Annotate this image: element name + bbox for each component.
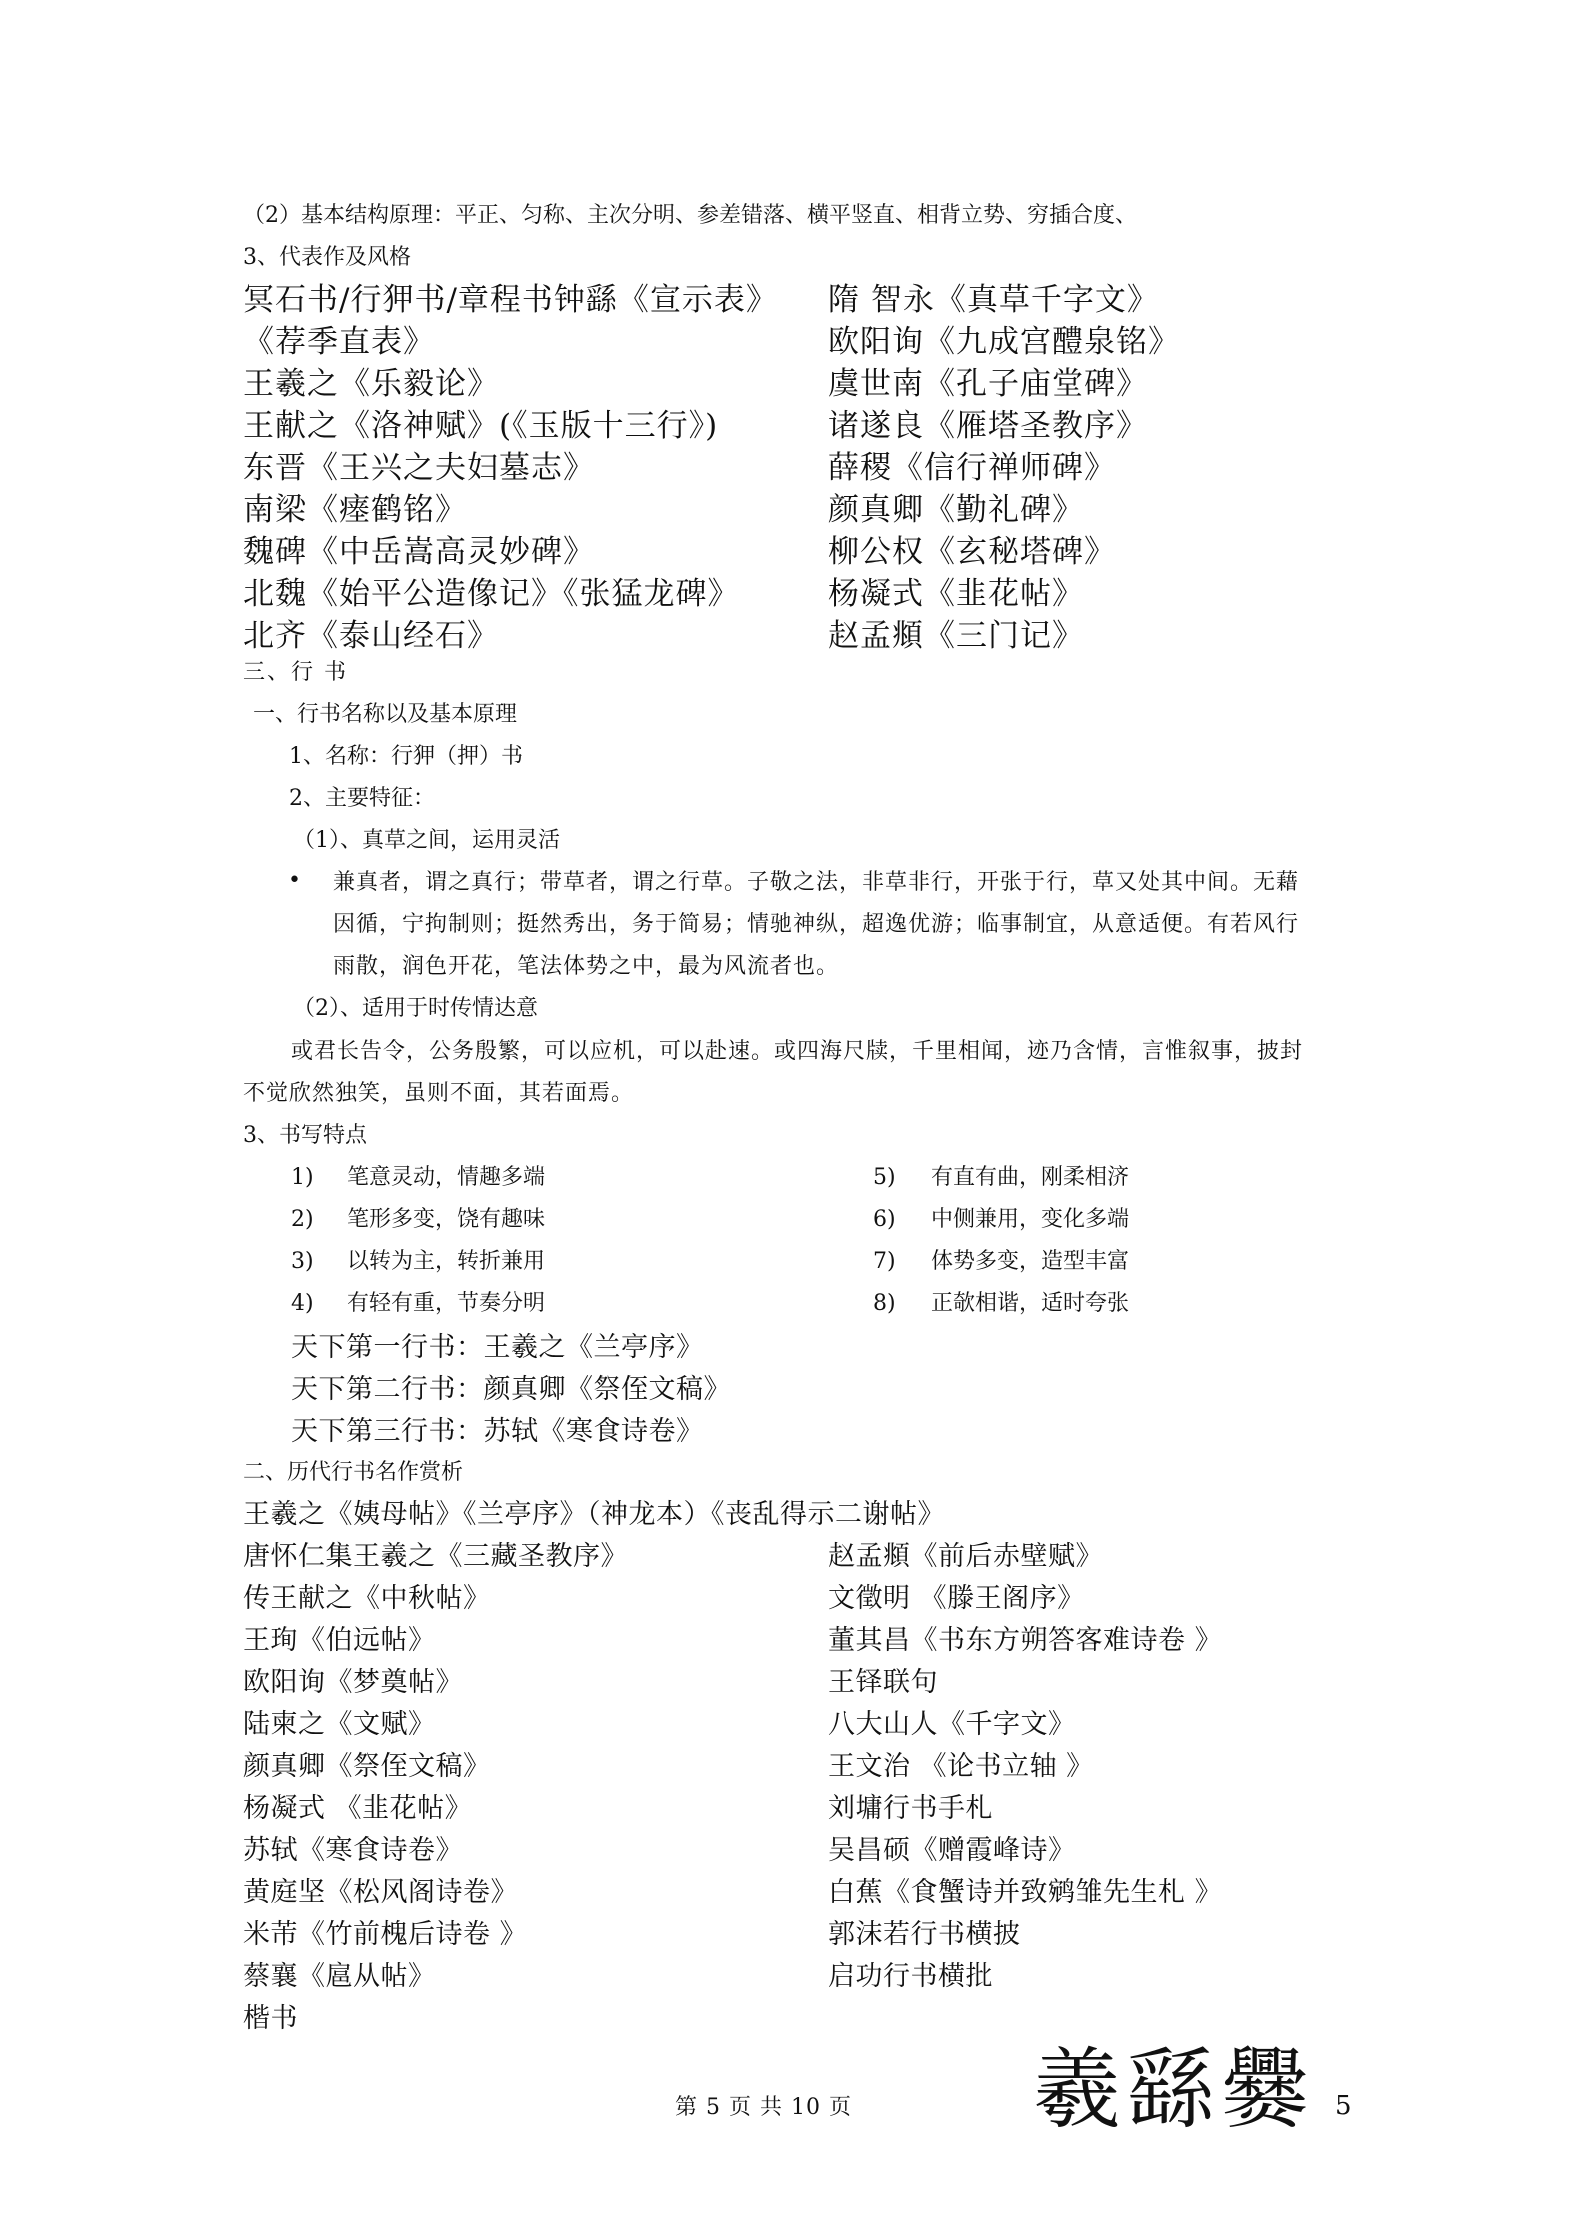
work-item: 魏碑《中岳嵩高灵妙碑》 [243, 534, 595, 570]
calligraphy-seal: 羲繇爨 [1033, 2038, 1316, 2141]
feature-number: 8) [873, 1291, 896, 1316]
kaishu-works-heading: 3、代表作及风格 [243, 245, 411, 270]
top-three-item: 天下第三行书：苏轼《寒食诗卷》 [291, 1416, 704, 1447]
work-item: 柳公权《玄秘塔碑》 [828, 534, 1116, 570]
masterpiece-item: 蔡襄《扈从帖》 [243, 1961, 436, 1992]
feature-number: 1) [291, 1165, 314, 1190]
quote-line: 因循，宁拘制则；挺然秀出，务于简易；情驰神纵，超逸优游；临事制宜，从意适便。有若风行 [333, 912, 1300, 937]
masterpiece-item: 八大山人《千字文》 [828, 1709, 1076, 1740]
work-item: 薛稷《信行禅师碑》 [828, 450, 1116, 486]
masterpiece-item: 吴昌硕《赠霞峰诗》 [828, 1835, 1076, 1866]
feature-text: 体势多变，造型丰富 [931, 1249, 1130, 1274]
masterpiece-item: 刘墉行书手札 [828, 1793, 993, 1824]
work-item: 虞世南《孔子庙堂碑》 [828, 366, 1148, 402]
work-item: 冥石书/行狎书/章程书钟繇《宣示表》 [243, 282, 778, 318]
masterpiece-item: 郭沫若行书横披 [828, 1919, 1021, 1950]
quote-line: 或君长告令，公务殷繁，可以应机，可以赴速。或四海尺牍，千里相闻，迹乃含情，言惟叙事，披封 [291, 1039, 1304, 1064]
quote-line: 兼真者，谓之真行；带草者，谓之行草。子敬之法，非草非行，开张于行，草又处其中间。无藉 [333, 870, 1300, 895]
masterpiece-item: 白蕉《食蟹诗并致鹓雏先生札 》 [828, 1877, 1223, 1908]
masterpiece-item: 王珣《伯远帖》 [243, 1625, 436, 1656]
quote-line: 不觉欣然独笑，虽则不面，其若面焉。 [243, 1081, 635, 1106]
structure-principle-line: （2）基本结构原理：平正、匀称、主次分明、参差错落、横平竖直、相背立势、穷插合度、 [243, 203, 1138, 228]
work-item: 赵孟頫《三门记》 [828, 618, 1084, 654]
masterpiece-item: 赵孟頫《前后赤壁赋》 [828, 1541, 1103, 1572]
masterpiece-item: 唐怀仁集王羲之《三藏圣教序》 [243, 1541, 628, 1572]
masterpiece-item: 杨凝式 《韭花帖》 [243, 1793, 473, 1824]
feature-text: 笔形多变，饶有趣味 [347, 1207, 546, 1232]
feature-text: 正欹相谐，适时夸张 [931, 1291, 1130, 1316]
masterpiece-item: 苏轼《寒食诗卷》 [243, 1835, 463, 1866]
feature-number: 4) [291, 1291, 314, 1316]
masterpiece-item: 文徵明 《滕王阁序》 [828, 1583, 1085, 1614]
page-footer: 第 5 页 共 10 页 [675, 2095, 852, 2120]
masterpiece-item: 米芾《竹前槐后诗卷 》 [243, 1919, 528, 1950]
feature-2-title: （2）、适用于时传情达意 [293, 996, 538, 1021]
feature-number: 6) [873, 1207, 896, 1232]
masterpiece-item: 王文治 《论书立轴 》 [828, 1751, 1094, 1782]
feature-number: 3) [291, 1249, 314, 1274]
feature-text: 有轻有重，节奏分明 [347, 1291, 546, 1316]
masterpiece-item: 董其昌《书东方朔答客难诗卷 》 [828, 1625, 1223, 1656]
masterpieces-full-line: 王羲之《姨母帖》《兰亭序》（神龙本）《丧乱得示二谢帖》 [243, 1499, 945, 1530]
feature-1-title: （1）、真草之间，运用灵活 [293, 828, 560, 853]
feature-text: 有直有曲，刚柔相济 [931, 1165, 1130, 1190]
masterpiece-item: 颜真卿《祭侄文稿》 [243, 1751, 491, 1782]
feature-number: 2) [291, 1207, 314, 1232]
masterpiece-item: 欧阳询《梦奠帖》 [243, 1667, 463, 1698]
masterpiece-item: 启功行书横批 [828, 1961, 993, 1992]
masterpiece-item: 陆柬之《文赋》 [243, 1709, 436, 1740]
work-item: 欧阳询《九成宫醴泉铭》 [828, 324, 1180, 360]
name-item: 1、名称：行狎（押）书 [289, 744, 523, 769]
masterpiece-item: 王铎联句 [828, 1667, 938, 1698]
work-item: 诸遂良《雁塔圣教序》 [828, 408, 1148, 444]
masterpieces-title: 二、历代行书名作赏析 [243, 1460, 464, 1485]
page-number: 5 [1335, 2091, 1352, 2121]
work-item: 《荐季直表》 [243, 324, 435, 360]
feature-text: 中侧兼用，变化多端 [931, 1207, 1130, 1232]
work-item: 杨凝式《韭花帖》 [828, 576, 1084, 612]
feature-number: 5) [873, 1165, 896, 1190]
work-item: 北齐《泰山经石》 [243, 618, 499, 654]
work-item: 颜真卿《勤礼碑》 [828, 492, 1084, 528]
work-item: 隋 智永《真草千字文》 [828, 282, 1159, 318]
work-item: 北魏《始平公造像记》《张猛龙碑》 [243, 576, 740, 612]
feature-text: 笔意灵动，情趣多端 [347, 1165, 546, 1190]
masterpiece-item: 黄庭坚《松风阁诗卷》 [243, 1877, 518, 1908]
quote-line: 雨散，润色开花，笔法体势之中，最为风流者也。 [333, 954, 840, 979]
bullet-marker: • [288, 868, 301, 893]
subsection-title: 一、行书名称以及基本原理 [253, 702, 518, 727]
work-item: 王羲之《乐毅论》 [243, 366, 499, 402]
last-line: 楷书 [243, 2003, 298, 2034]
masterpiece-item: 传王献之《中秋帖》 [243, 1583, 491, 1614]
section-title: 三、行 书 [243, 660, 348, 685]
work-item: 南梁《瘗鹤铭》 [243, 492, 467, 528]
top-three-item: 天下第二行书：颜真卿《祭侄文稿》 [291, 1374, 731, 1405]
work-item: 东晋《王兴之夫妇墓志》 [243, 450, 595, 486]
feature-number: 7) [873, 1249, 896, 1274]
writing-heading: 3、书写特点 [243, 1123, 367, 1148]
features-title: 2、主要特征： [289, 786, 435, 811]
top-three-item: 天下第一行书：王羲之《兰亭序》 [291, 1332, 704, 1363]
work-item: 王献之《洛神赋》(《玉版十三行》) [243, 408, 719, 444]
feature-text: 以转为主，转折兼用 [347, 1249, 546, 1274]
